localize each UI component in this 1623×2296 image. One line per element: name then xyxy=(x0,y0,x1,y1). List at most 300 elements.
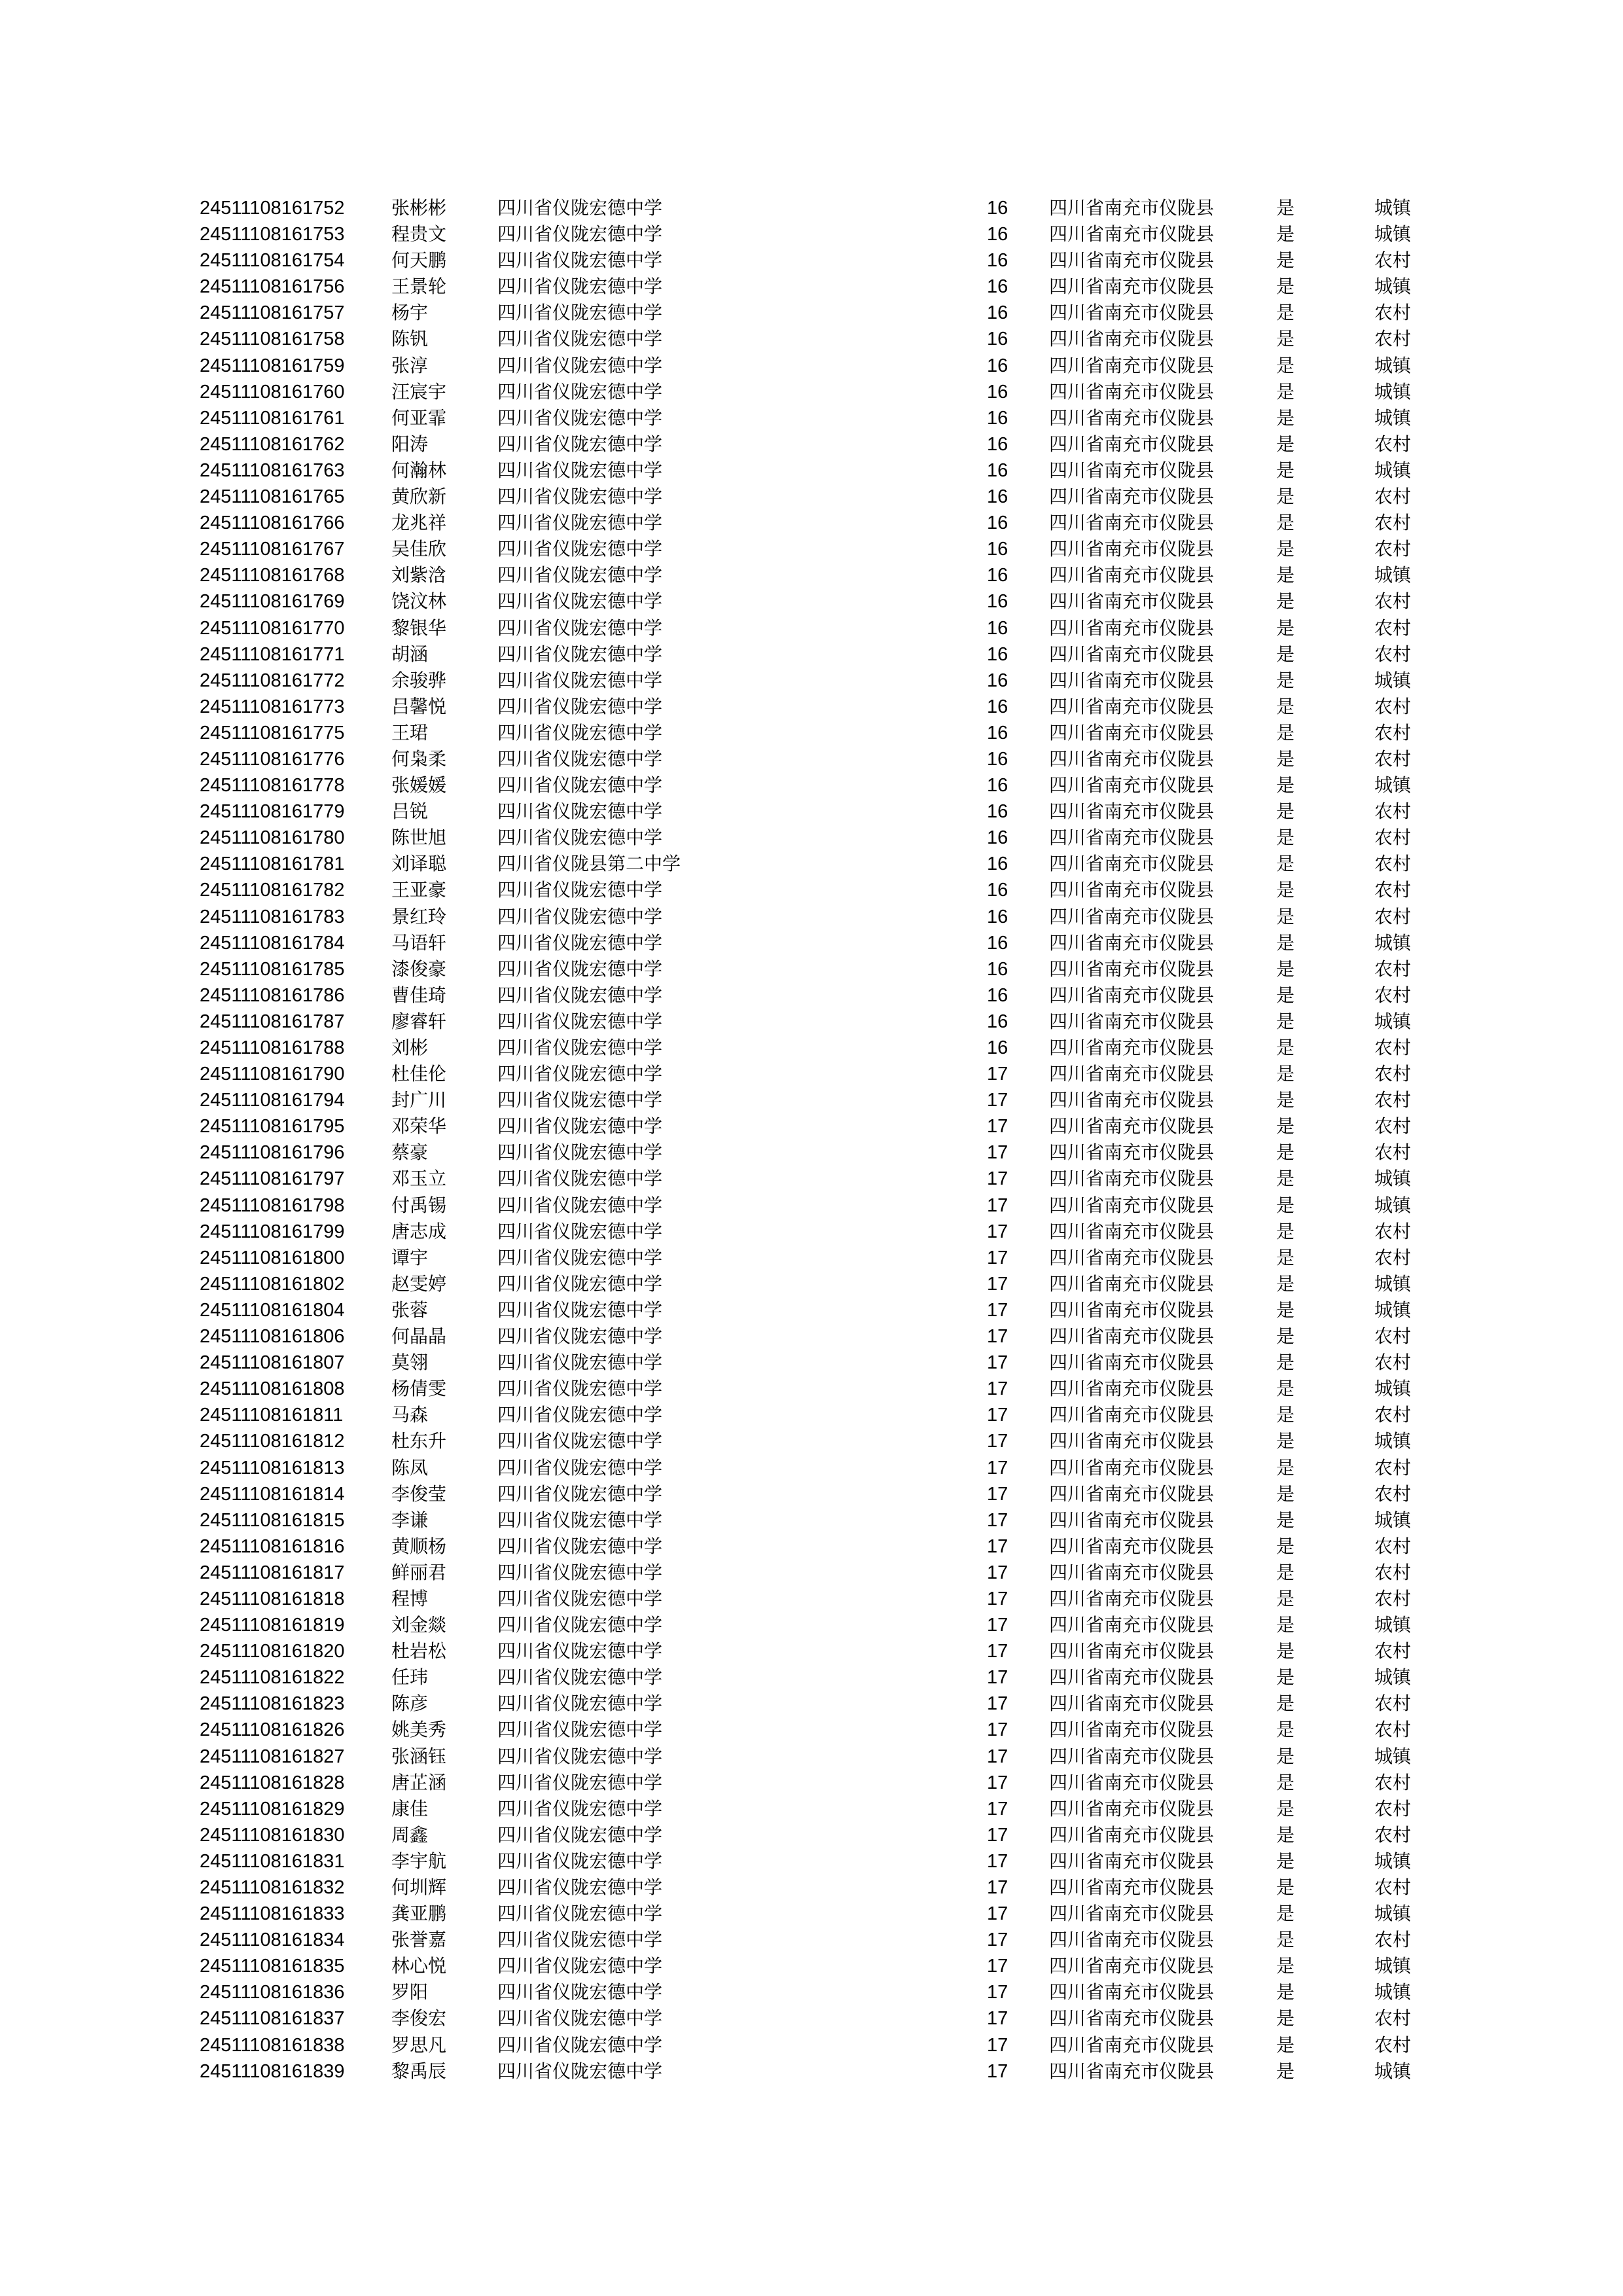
location-cell: 四川省南充市仪陇县 xyxy=(1049,1823,1215,1846)
student-name-cell: 李俊宏 xyxy=(391,2007,447,2030)
table-row xyxy=(0,694,1623,720)
location-cell: 四川省南充市仪陇县 xyxy=(1049,512,1215,534)
age-cell: 17 xyxy=(987,1194,1008,1216)
exam-id-cell: 24511108161783 xyxy=(200,906,345,927)
flag-cell: 是 xyxy=(1276,800,1295,823)
school-cell: 四川省仪陇宏德中学 xyxy=(497,1063,663,1085)
flag-cell: 是 xyxy=(1276,774,1295,797)
student-name-cell: 王景轮 xyxy=(391,276,447,298)
table-row xyxy=(0,1087,1623,1113)
exam-id-cell: 24511108161781 xyxy=(200,853,345,875)
residence-type-cell: 城镇 xyxy=(1374,1194,1412,1216)
flag-cell: 是 xyxy=(1276,1850,1295,1872)
school-cell: 四川省仪陇宏德中学 xyxy=(497,1587,663,1609)
flag-cell: 是 xyxy=(1276,879,1295,901)
student-name-cell: 杜佳伦 xyxy=(391,1063,447,1085)
exam-id-cell: 24511108161839 xyxy=(200,2060,345,2082)
school-cell: 四川省仪陇宏德中学 xyxy=(497,276,663,298)
school-cell: 四川省仪陇县第二中学 xyxy=(497,853,681,875)
flag-cell: 是 xyxy=(1276,1063,1295,1085)
exam-id-cell: 24511108161811 xyxy=(200,1405,344,1426)
flag-cell: 是 xyxy=(1276,538,1295,560)
student-name-cell: 张蓉 xyxy=(391,1299,429,1321)
student-name-cell: 吕锐 xyxy=(391,800,429,823)
school-cell: 四川省仪陇宏德中学 xyxy=(497,459,663,481)
age-cell: 17 xyxy=(987,1457,1008,1479)
exam-id-cell: 24511108161828 xyxy=(200,1772,345,1793)
table-row xyxy=(0,1534,1623,1560)
flag-cell: 是 xyxy=(1276,1509,1295,1531)
flag-cell: 是 xyxy=(1276,1823,1295,1846)
age-cell: 17 xyxy=(987,2060,1008,2082)
school-cell: 四川省仪陇宏德中学 xyxy=(497,1037,663,1058)
table-row xyxy=(0,1323,1623,1350)
residence-type-cell: 农村 xyxy=(1374,695,1412,717)
student-name-cell: 陈彦 xyxy=(391,1693,429,1715)
residence-type-cell: 城镇 xyxy=(1374,1010,1412,1032)
flag-cell: 是 xyxy=(1276,328,1295,350)
location-cell: 四川省南充市仪陇县 xyxy=(1049,905,1215,927)
exam-id-cell: 24511108161835 xyxy=(200,1956,345,1977)
student-name-cell: 景红玲 xyxy=(391,905,447,927)
exam-id-cell: 24511108161827 xyxy=(200,1746,345,1767)
flag-cell: 是 xyxy=(1276,1141,1295,1164)
flag-cell: 是 xyxy=(1276,1719,1295,1741)
table-row xyxy=(0,1139,1623,1166)
table-row xyxy=(0,1271,1623,1297)
age-cell: 17 xyxy=(987,1693,1008,1715)
school-cell: 四川省仪陇宏德中学 xyxy=(497,1535,663,1557)
school-cell: 四川省仪陇宏德中学 xyxy=(497,1404,663,1426)
flag-cell: 是 xyxy=(1276,984,1295,1006)
location-cell: 四川省南充市仪陇县 xyxy=(1049,1168,1215,1190)
table-row xyxy=(0,247,1623,274)
table-row xyxy=(0,1953,1623,1979)
student-name-cell: 马语轩 xyxy=(391,931,447,954)
table-row xyxy=(0,1638,1623,1664)
residence-type-cell: 农村 xyxy=(1374,1220,1412,1242)
flag-cell: 是 xyxy=(1276,2034,1295,2056)
student-name-cell: 龙兆祥 xyxy=(391,512,447,534)
residence-type-cell: 城镇 xyxy=(1374,1378,1412,1400)
age-cell: 17 xyxy=(987,1615,1008,1636)
location-cell: 四川省南充市仪陇县 xyxy=(1049,1955,1215,1977)
location-cell: 四川省南充市仪陇县 xyxy=(1049,1666,1215,1689)
residence-type-cell: 城镇 xyxy=(1374,931,1412,954)
school-cell: 四川省仪陇宏德中学 xyxy=(497,1929,663,1951)
school-cell: 四川省仪陇宏德中学 xyxy=(497,669,663,691)
table-row xyxy=(0,353,1623,379)
age-cell: 17 xyxy=(987,1956,1008,1977)
residence-type-cell: 城镇 xyxy=(1374,1955,1412,1977)
location-cell: 四川省南充市仪陇县 xyxy=(1049,1430,1215,1452)
location-cell: 四川省南充市仪陇县 xyxy=(1049,1850,1215,1872)
location-cell: 四川省南充市仪陇县 xyxy=(1049,1745,1215,1767)
exam-id-cell: 24511108161794 xyxy=(200,1090,345,1111)
school-cell: 四川省仪陇宏德中学 xyxy=(497,1955,663,1977)
school-cell: 四川省仪陇宏德中学 xyxy=(497,1089,663,1111)
school-cell: 四川省仪陇宏德中学 xyxy=(497,406,663,429)
location-cell: 四川省南充市仪陇县 xyxy=(1049,1509,1215,1531)
flag-cell: 是 xyxy=(1276,669,1295,691)
flag-cell: 是 xyxy=(1276,1010,1295,1032)
school-cell: 四川省仪陇宏德中学 xyxy=(497,1981,663,2003)
table-row xyxy=(0,326,1623,352)
flag-cell: 是 xyxy=(1276,486,1295,508)
school-cell: 四川省仪陇宏德中学 xyxy=(497,1194,663,1216)
table-row xyxy=(0,195,1623,221)
school-cell: 四川省仪陇宏德中学 xyxy=(497,1797,663,1820)
student-name-cell: 李谦 xyxy=(391,1509,429,1531)
table-row xyxy=(0,1402,1623,1428)
residence-type-cell: 农村 xyxy=(1374,1404,1412,1426)
student-name-cell: 龚亚鹏 xyxy=(391,1903,447,1925)
school-cell: 四川省仪陇宏德中学 xyxy=(497,249,663,272)
age-cell: 17 xyxy=(987,1483,1008,1505)
student-name-cell: 陈凤 xyxy=(391,1456,429,1479)
flag-cell: 是 xyxy=(1276,249,1295,272)
residence-type-cell: 农村 xyxy=(1374,1561,1412,1583)
age-cell: 17 xyxy=(987,1929,1008,1951)
exam-id-cell: 24511108161816 xyxy=(200,1535,345,1557)
student-name-cell: 曹佳琦 xyxy=(391,984,447,1006)
residence-type-cell: 农村 xyxy=(1374,800,1412,823)
school-cell: 四川省仪陇宏德中学 xyxy=(497,1666,663,1689)
student-name-cell: 何晶晶 xyxy=(391,1325,447,1348)
age-cell: 17 xyxy=(987,1273,1008,1295)
table-row xyxy=(0,1664,1623,1691)
residence-type-cell: 城镇 xyxy=(1374,1272,1412,1295)
residence-type-cell: 城镇 xyxy=(1374,459,1412,481)
age-cell: 16 xyxy=(987,250,1008,272)
location-cell: 四川省南充市仪陇县 xyxy=(1049,1404,1215,1426)
student-name-cell: 刘彬 xyxy=(391,1037,429,1058)
flag-cell: 是 xyxy=(1276,433,1295,455)
school-cell: 四川省仪陇宏德中学 xyxy=(497,197,663,219)
student-name-cell: 刘紫浛 xyxy=(391,564,447,586)
exam-id-cell: 24511108161831 xyxy=(200,1850,345,1872)
residence-type-cell: 农村 xyxy=(1374,538,1412,560)
age-cell: 16 xyxy=(987,748,1008,770)
exam-id-cell: 24511108161757 xyxy=(200,302,345,324)
location-cell: 四川省南充市仪陇县 xyxy=(1049,1037,1215,1058)
school-cell: 四川省仪陇宏德中学 xyxy=(497,2007,663,2030)
exam-id-cell: 24511108161782 xyxy=(200,880,345,901)
student-name-cell: 姚美秀 xyxy=(391,1719,447,1741)
school-cell: 四川省仪陇宏德中学 xyxy=(497,2060,663,2082)
flag-cell: 是 xyxy=(1276,958,1295,980)
exam-id-cell: 24511108161837 xyxy=(200,2008,345,2030)
location-cell: 四川省南充市仪陇县 xyxy=(1049,2034,1215,2056)
table-row xyxy=(0,930,1623,956)
location-cell: 四川省南充市仪陇县 xyxy=(1049,302,1215,324)
student-name-cell: 张誉嘉 xyxy=(391,1929,447,1951)
table-row xyxy=(0,1927,1623,1953)
age-cell: 16 xyxy=(987,407,1008,429)
student-name-cell: 杜岩松 xyxy=(391,1640,447,1662)
residence-type-cell: 农村 xyxy=(1374,590,1412,613)
student-name-cell: 刘金燚 xyxy=(391,1614,447,1636)
exam-id-cell: 24511108161775 xyxy=(200,722,345,744)
school-cell: 四川省仪陇宏德中学 xyxy=(497,827,663,849)
student-name-cell: 唐芷涵 xyxy=(391,1771,447,1793)
flag-cell: 是 xyxy=(1276,1194,1295,1216)
school-cell: 四川省仪陇宏德中学 xyxy=(497,695,663,717)
residence-type-cell: 农村 xyxy=(1374,1719,1412,1741)
flag-cell: 是 xyxy=(1276,1666,1295,1689)
location-cell: 四川省南充市仪陇县 xyxy=(1049,853,1215,875)
student-name-cell: 吕馨悦 xyxy=(391,695,447,717)
location-cell: 四川省南充市仪陇县 xyxy=(1049,1482,1215,1505)
exam-id-cell: 24511108161830 xyxy=(200,1824,345,1846)
exam-id-cell: 24511108161813 xyxy=(200,1457,345,1479)
table-row xyxy=(0,956,1623,982)
age-cell: 16 xyxy=(987,565,1008,586)
school-cell: 四川省仪陇宏德中学 xyxy=(497,302,663,324)
exam-id-cell: 24511108161800 xyxy=(200,1247,345,1268)
student-name-cell: 邓玉立 xyxy=(391,1168,447,1190)
residence-type-cell: 农村 xyxy=(1374,249,1412,272)
location-cell: 四川省南充市仪陇县 xyxy=(1049,800,1215,823)
exam-id-cell: 24511108161780 xyxy=(200,827,345,849)
location-cell: 四川省南充市仪陇县 xyxy=(1049,1352,1215,1374)
flag-cell: 是 xyxy=(1276,406,1295,429)
age-cell: 17 xyxy=(987,1352,1008,1374)
location-cell: 四川省南充市仪陇县 xyxy=(1049,1693,1215,1715)
student-name-cell: 王珺 xyxy=(391,721,429,744)
student-name-cell: 陈世旭 xyxy=(391,827,447,849)
table-row xyxy=(0,562,1623,588)
flag-cell: 是 xyxy=(1276,1299,1295,1321)
age-cell: 16 xyxy=(987,670,1008,691)
student-name-cell: 李宇航 xyxy=(391,1850,447,1872)
exam-id-cell: 24511108161786 xyxy=(200,984,345,1006)
age-cell: 16 xyxy=(987,722,1008,744)
school-cell: 四川省仪陇宏德中学 xyxy=(497,643,663,665)
location-cell: 四川省南充市仪陇县 xyxy=(1049,1587,1215,1609)
residence-type-cell: 城镇 xyxy=(1374,354,1412,376)
table-row xyxy=(0,379,1623,405)
student-name-cell: 何瀚林 xyxy=(391,459,447,481)
location-cell: 四川省南充市仪陇县 xyxy=(1049,1378,1215,1400)
residence-type-cell: 城镇 xyxy=(1374,1850,1412,1872)
school-cell: 四川省仪陇宏德中学 xyxy=(497,1115,663,1138)
residence-type-cell: 农村 xyxy=(1374,1482,1412,1505)
residence-type-cell: 农村 xyxy=(1374,1929,1412,1951)
location-cell: 四川省南充市仪陇县 xyxy=(1049,721,1215,744)
flag-cell: 是 xyxy=(1276,1037,1295,1058)
age-cell: 17 xyxy=(987,1509,1008,1531)
residence-type-cell: 农村 xyxy=(1374,1771,1412,1793)
flag-cell: 是 xyxy=(1276,1771,1295,1793)
school-cell: 四川省仪陇宏德中学 xyxy=(497,1745,663,1767)
flag-cell: 是 xyxy=(1276,1929,1295,1951)
table-row xyxy=(0,2005,1623,2032)
location-cell: 四川省南充市仪陇县 xyxy=(1049,774,1215,797)
school-cell: 四川省仪陇宏德中学 xyxy=(497,1823,663,1846)
table-row xyxy=(0,431,1623,457)
residence-type-cell: 农村 xyxy=(1374,1141,1412,1164)
student-name-cell: 张彬彬 xyxy=(391,197,447,219)
flag-cell: 是 xyxy=(1276,1168,1295,1190)
student-name-cell: 何圳辉 xyxy=(391,1876,447,1898)
table-row xyxy=(0,1901,1623,1927)
age-cell: 16 xyxy=(987,512,1008,534)
residence-type-cell: 农村 xyxy=(1374,853,1412,875)
residence-type-cell: 农村 xyxy=(1374,1587,1412,1609)
student-name-cell: 林心悦 xyxy=(391,1955,447,1977)
table-row xyxy=(0,1376,1623,1402)
flag-cell: 是 xyxy=(1276,1876,1295,1898)
location-cell: 四川省南充市仪陇县 xyxy=(1049,669,1215,691)
residence-type-cell: 农村 xyxy=(1374,1456,1412,1479)
table-row xyxy=(0,300,1623,326)
age-cell: 16 xyxy=(987,696,1008,717)
location-cell: 四川省南充市仪陇县 xyxy=(1049,1272,1215,1295)
school-cell: 四川省仪陇宏德中学 xyxy=(497,879,663,901)
table-row xyxy=(0,588,1623,615)
residence-type-cell: 城镇 xyxy=(1374,564,1412,586)
age-cell: 17 xyxy=(987,1535,1008,1557)
age-cell: 17 xyxy=(987,1064,1008,1085)
residence-type-cell: 城镇 xyxy=(1374,406,1412,429)
school-cell: 四川省仪陇宏德中学 xyxy=(497,774,663,797)
student-name-cell: 漆俊豪 xyxy=(391,958,447,980)
age-cell: 16 xyxy=(987,459,1008,481)
age-cell: 17 xyxy=(987,1247,1008,1268)
school-cell: 四川省仪陇宏德中学 xyxy=(497,486,663,508)
student-name-cell: 谭宇 xyxy=(391,1246,429,1268)
student-name-cell: 罗思凡 xyxy=(391,2034,447,2056)
school-cell: 四川省仪陇宏德中学 xyxy=(497,1876,663,1898)
residence-type-cell: 农村 xyxy=(1374,1246,1412,1268)
student-name-cell: 刘译聪 xyxy=(391,853,447,875)
location-cell: 四川省南充市仪陇县 xyxy=(1049,2007,1215,2030)
school-cell: 四川省仪陇宏德中学 xyxy=(497,1771,663,1793)
flag-cell: 是 xyxy=(1276,1456,1295,1479)
school-cell: 四川省仪陇宏德中学 xyxy=(497,721,663,744)
exam-id-cell: 24511108161822 xyxy=(200,1667,345,1689)
residence-type-cell: 农村 xyxy=(1374,1115,1412,1138)
residence-type-cell: 城镇 xyxy=(1374,2060,1412,2082)
student-name-cell: 黄欣新 xyxy=(391,486,447,508)
table-row xyxy=(0,1796,1623,1822)
exam-id-cell: 24511108161788 xyxy=(200,1037,345,1058)
residence-type-cell: 农村 xyxy=(1374,905,1412,927)
school-cell: 四川省仪陇宏德中学 xyxy=(497,1561,663,1583)
flag-cell: 是 xyxy=(1276,302,1295,324)
school-cell: 四川省仪陇宏德中学 xyxy=(497,1456,663,1479)
student-name-cell: 周鑫 xyxy=(391,1823,429,1846)
age-cell: 17 xyxy=(987,1221,1008,1242)
flag-cell: 是 xyxy=(1276,459,1295,481)
school-cell: 四川省仪陇宏德中学 xyxy=(497,1850,663,1872)
table-row xyxy=(0,1717,1623,1743)
residence-type-cell: 农村 xyxy=(1374,1640,1412,1662)
flag-cell: 是 xyxy=(1276,695,1295,717)
location-cell: 四川省南充市仪陇县 xyxy=(1049,958,1215,980)
school-cell: 四川省仪陇宏德中学 xyxy=(497,512,663,534)
location-cell: 四川省南充市仪陇县 xyxy=(1049,695,1215,717)
student-name-cell: 何枭柔 xyxy=(391,747,447,770)
flag-cell: 是 xyxy=(1276,1587,1295,1609)
table-row xyxy=(0,484,1623,510)
exam-id-cell: 24511108161804 xyxy=(200,1299,345,1321)
age-cell: 17 xyxy=(987,2034,1008,2056)
exam-id-cell: 24511108161778 xyxy=(200,775,345,797)
flag-cell: 是 xyxy=(1276,1404,1295,1426)
exam-id-cell: 24511108161795 xyxy=(200,1116,345,1138)
residence-type-cell: 城镇 xyxy=(1374,1168,1412,1190)
school-cell: 四川省仪陇宏德中学 xyxy=(497,2034,663,2056)
residence-type-cell: 城镇 xyxy=(1374,1614,1412,1636)
flag-cell: 是 xyxy=(1276,827,1295,849)
exam-id-cell: 24511108161836 xyxy=(200,1982,345,2003)
exam-id-cell: 24511108161802 xyxy=(200,1273,345,1295)
location-cell: 四川省南充市仪陇县 xyxy=(1049,1089,1215,1111)
exam-id-cell: 24511108161815 xyxy=(200,1509,345,1531)
exam-id-cell: 24511108161756 xyxy=(200,276,345,298)
flag-cell: 是 xyxy=(1276,1903,1295,1925)
school-cell: 四川省仪陇宏德中学 xyxy=(497,1430,663,1452)
location-cell: 四川省南充市仪陇县 xyxy=(1049,1797,1215,1820)
location-cell: 四川省南充市仪陇县 xyxy=(1049,931,1215,954)
exam-id-cell: 24511108161759 xyxy=(200,355,345,376)
location-cell: 四川省南充市仪陇县 xyxy=(1049,1561,1215,1583)
age-cell: 16 xyxy=(987,381,1008,403)
flag-cell: 是 xyxy=(1276,276,1295,298)
residence-type-cell: 城镇 xyxy=(1374,1509,1412,1531)
location-cell: 四川省南充市仪陇县 xyxy=(1049,380,1215,403)
location-cell: 四川省南充市仪陇县 xyxy=(1049,1771,1215,1793)
residence-type-cell: 城镇 xyxy=(1374,380,1412,403)
flag-cell: 是 xyxy=(1276,590,1295,613)
flag-cell: 是 xyxy=(1276,1325,1295,1348)
table-row xyxy=(0,1874,1623,1901)
table-row xyxy=(0,221,1623,247)
school-cell: 四川省仪陇宏德中学 xyxy=(497,1903,663,1925)
table-row xyxy=(0,825,1623,851)
residence-type-cell: 农村 xyxy=(1374,1037,1412,1058)
table-row xyxy=(0,1009,1623,1035)
residence-type-cell: 农村 xyxy=(1374,617,1412,639)
location-cell: 四川省南充市仪陇县 xyxy=(1049,486,1215,508)
student-name-cell: 鲜丽君 xyxy=(391,1561,447,1583)
student-name-cell: 康佳 xyxy=(391,1797,429,1820)
exam-id-cell: 24511108161808 xyxy=(200,1378,345,1400)
school-cell: 四川省仪陇宏德中学 xyxy=(497,538,663,560)
exam-id-cell: 24511108161758 xyxy=(200,329,345,350)
location-cell: 四川省南充市仪陇县 xyxy=(1049,1876,1215,1898)
exam-id-cell: 24511108161796 xyxy=(200,1142,345,1164)
age-cell: 16 xyxy=(987,617,1008,639)
flag-cell: 是 xyxy=(1276,512,1295,534)
age-cell: 17 xyxy=(987,1378,1008,1400)
residence-type-cell: 农村 xyxy=(1374,486,1412,508)
student-name-cell: 罗阳 xyxy=(391,1981,429,2003)
school-cell: 四川省仪陇宏德中学 xyxy=(497,1509,663,1531)
table-row xyxy=(0,1193,1623,1219)
table-row xyxy=(0,1035,1623,1061)
table-row xyxy=(0,1219,1623,1245)
residence-type-cell: 农村 xyxy=(1374,512,1412,534)
table-row xyxy=(0,1822,1623,1848)
table-row xyxy=(0,746,1623,772)
residence-type-cell: 城镇 xyxy=(1374,223,1412,245)
location-cell: 四川省南充市仪陇县 xyxy=(1049,590,1215,613)
flag-cell: 是 xyxy=(1276,2007,1295,2030)
age-cell: 17 xyxy=(987,1431,1008,1452)
